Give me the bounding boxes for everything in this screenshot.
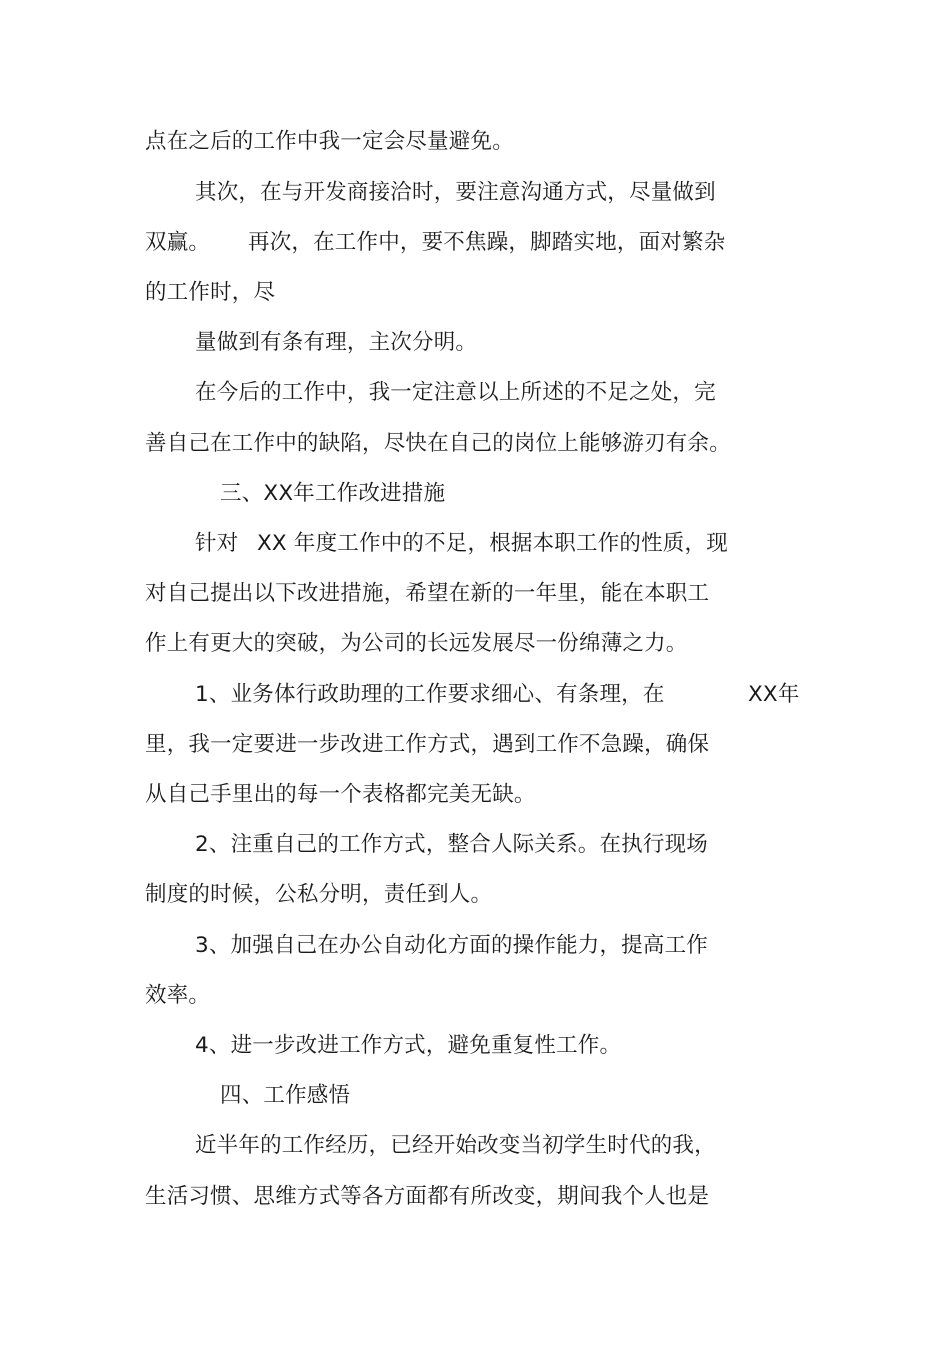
text-line: 其次，在与开发商接洽时，要注意沟通方式，尽量做到 [195,180,716,205]
text-line: 的工作时，尽 [145,280,276,305]
text-line: 再次，在工作中，要不焦躁，脚踏实地，面对繁杂 [248,230,726,255]
text-line: XX年 [748,682,800,707]
text-line: 里，我一定要进一步改进工作方式，遇到工作不急躁，确保 [145,732,710,757]
section-heading: 四、工作感悟 [220,1083,351,1108]
text-line: 制度的时候，公私分明，责任到人。 [145,882,493,907]
text-line: 近半年的工作经历，已经开始改变当初学生时代的我， [195,1133,716,1158]
text-line: 针对 [195,531,239,556]
text-line: 效率。 [145,983,211,1008]
text-line: XX 年度工作中的不足，根据本职工作的性质，现 [257,531,728,556]
text-line: 点在之后的工作中我一定会尽量避免。 [145,129,514,154]
text-line: 生活习惯、思维方式等各方面都有所改变，期间我个人也是 [145,1184,710,1209]
text-line: 2、注重自己的工作方式，整合人际关系。在执行现场 [195,832,708,857]
text-line: 在今后的工作中，我一定注意以上所述的不足之处，完 [195,380,716,405]
text-line: 量做到有条有理，主次分明。 [195,330,478,355]
text-line: 善自己在工作中的缺陷，尽快在自己的岗位上能够游刃有余。 [145,431,731,456]
text-line: 1、业务体行政助理的工作要求细心、有条理，在 [195,682,665,707]
text-line: 作上有更大的突破，为公司的长远发展尽一份绵薄之力。 [145,631,688,656]
text-line: 对自己提出以下改进措施，希望在新的一年里，能在本职工 [145,581,710,606]
text-line: 3、加强自己在办公自动化方面的操作能力，提高工作 [195,933,708,958]
text-line: 4、进一步改进工作方式，避免重复性工作。 [195,1033,622,1058]
text-line: 双赢。 [145,230,211,255]
text-line: 从自己手里出的每一个表格都完美无缺。 [145,782,536,807]
section-heading: 三、XX年工作改进措施 [220,481,446,506]
